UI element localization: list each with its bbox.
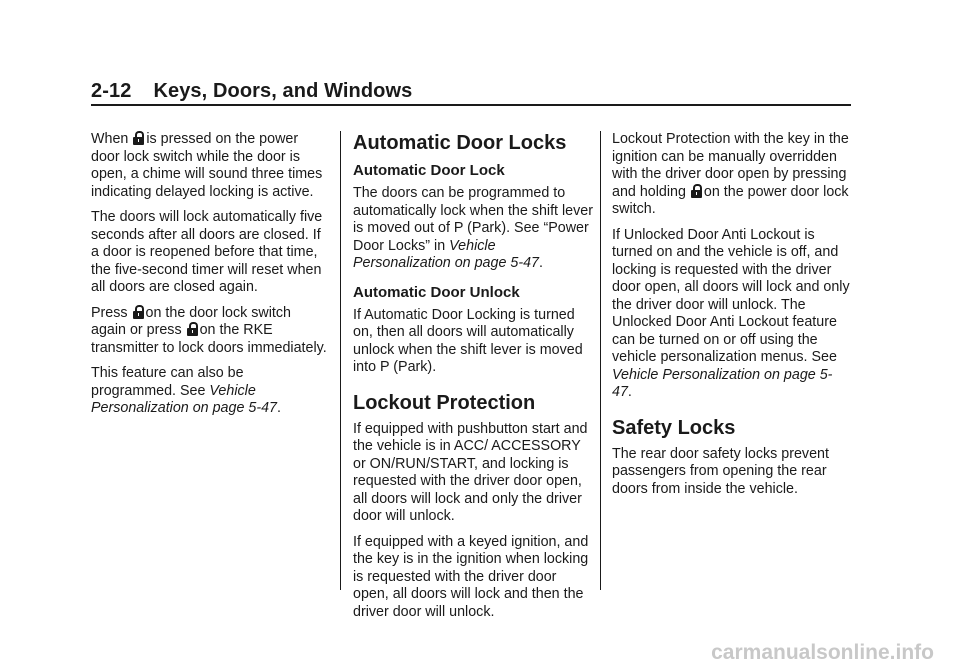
page-number: 2-12 (91, 80, 132, 102)
lock-icon (691, 184, 702, 198)
column-3 (612, 131, 852, 506)
cross-reference-link[interactable]: Vehicle Personalization on page 5-47 (91, 382, 277, 416)
paragraph: The doors can be programmed to automatically lock when the shift lever is moved out of P (Park). See “Power Door Locks” in Vehicle Personalization on page 5-47. (353, 185, 593, 271)
heading-automatic-door-lock: Automatic Door Lock (353, 162, 505, 179)
lock-icon (133, 131, 144, 145)
paragraph: Lockout Protection with the key in the ignition can be manually overridden with the driver door open by pressing and holding on the power door lock switch. (612, 131, 849, 217)
paragraph: The doors will lock automatically five seconds after all doors are closed. If a door is reopened before that time, the five-second timer will reset when all doors are closed again. (91, 209, 323, 295)
paragraph: This feature can also be programmed. See Vehicle Personalization on page 5-47. (91, 365, 281, 416)
column-divider (340, 131, 341, 590)
paragraph: If Unlocked Door Anti Lockout is turned on and the vehicle is off, and locking is requested with the driver door open, all doors will lock and only the driver door will unlock. The Unlocked Door Anti Lockout feature can be turned on or off using the vehicle personalization menus. See Vehicle Personalization on page 5-47. (612, 226, 850, 400)
paragraph: The rear door safety locks prevent passengers from opening the rear doors from inside the vehicle. (612, 445, 829, 497)
column-divider (600, 131, 601, 590)
heading-lockout-protection: Lockout Protection (353, 391, 536, 414)
paragraph: If equipped with a keyed ignition, and the key is in the ignition when locking is requested with the driver door open, all doors will lock and then the driver door will unlock. (353, 533, 589, 620)
cross-reference-link[interactable]: Vehicle Personalization on page 5-47 (612, 366, 833, 400)
paragraph: If Automatic Door Locking is turned on, then all doors will automatically unlock when the shift lever is moved into P (Park). (353, 306, 583, 375)
paragraph: When is pressed on the power door lock switch while the door is open, a chime will sound three times indicating delayed locking is active. (91, 131, 323, 200)
heading-safety-locks: Safety Locks (612, 416, 736, 439)
heading-automatic-door-unlock: Automatic Door Unlock (353, 283, 520, 301)
header-rule (91, 104, 851, 106)
section-title: Keys, Doors, and Windows (153, 80, 413, 102)
column-2 (353, 131, 593, 629)
lock-icon (187, 322, 198, 336)
paragraph: If equipped with pushbutton start and the vehicle is in ACC/ ACCESSORY or ON/RUN/START, and locking is requested with the driver door open, all doors will lock and only the driver door will unlock. (353, 420, 588, 524)
paragraph: Press on the door lock switch again or press on the RKE transmitter to lock doors immediately. (91, 304, 327, 356)
page-header (91, 80, 412, 103)
lock-icon (133, 305, 144, 319)
heading-automatic-door-locks: Automatic Door Locks (353, 132, 567, 154)
column-1 (91, 131, 327, 426)
watermark: carmanualsonline.info (711, 641, 934, 664)
cross-reference-link[interactable]: Vehicle Personalization on page 5-47 (353, 237, 539, 271)
